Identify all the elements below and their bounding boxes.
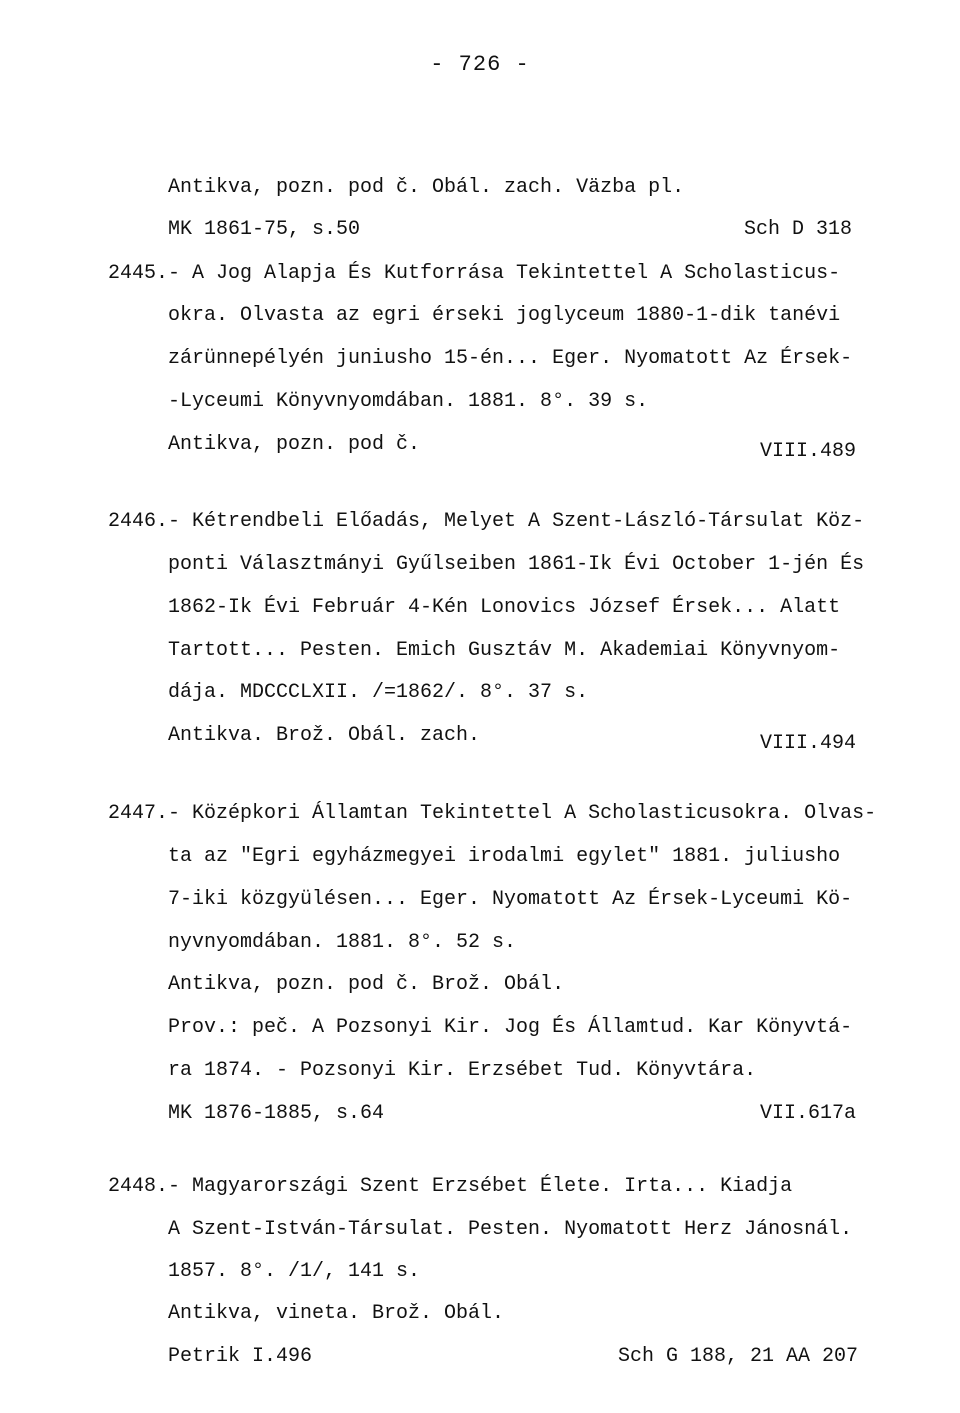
entry-line: ta az "Egri egyházmegyei irodalmi egylet" 1881. juliusho [168, 845, 841, 868]
entry-line: 1862-Ik Évi Február 4-Kén Lonovics József Érsek... Alatt [168, 596, 841, 619]
entry-line: - A Jog Alapja És Kutforrása Tekintettel A Scholasticus- [168, 262, 841, 285]
entry-line: Prov.: peč. A Pozsonyi Kir. Jog És Államtud. Kar Könyvtá- [168, 1016, 853, 1039]
entry-line: - Kétrendbeli Előadás, Melyet A Szent-László-Társulat Köz- [168, 510, 865, 533]
entry-line: Tartott... Pesten. Emich Gusztáv M. Akademiai Könyvnyom- [168, 639, 841, 662]
entry-line: ponti Választmányi Gyűlseiben 1861-Ik Évi October 1-jén És [168, 553, 865, 576]
entry-line: Antikva, pozn. pod č. Brož. Obál. [168, 973, 565, 996]
entry-line: A Szent-István-Társulat. Pesten. Nyomatott Herz Jánosnál. [168, 1218, 853, 1241]
shelf-mark: VIII.494 [760, 732, 857, 755]
entry-line: ra 1874. - Pozsonyi Kir. Erzsébet Tud. Könyvtára. [168, 1059, 757, 1082]
entry-line: dája. MDCCCLXII. /=1862/. 8°. 37 s. [168, 681, 589, 704]
entry-number: 2446. [108, 510, 169, 533]
entry-line: zárünnepélyén juniusho 15-én... Eger. Nyomatott Az Érsek- [168, 347, 853, 370]
entry-line: Antikva, pozn. pod č. [168, 433, 421, 456]
entry-number: 2447. [108, 802, 169, 825]
entry-line: nyvnyomdában. 1881. 8°. 52 s. [168, 931, 517, 954]
shelf-mark: VIII.489 [760, 440, 857, 463]
entry-line: 1857. 8°. /1/, 141 s. [168, 1260, 421, 1283]
entry-line: Antikva, vineta. Brož. Obál. [168, 1302, 505, 1325]
entry-line: okra. Olvasta az egri érseki joglyceum 1880-1-dik tanévi [168, 304, 841, 327]
entry-line: 7-iki közgyülésen... Eger. Nyomatott Az Érsek-Lyceumi Kö- [168, 888, 853, 911]
entry-line: MK 1876-1885, s.64 [168, 1102, 385, 1125]
entry-number: 2448. [108, 1175, 169, 1198]
shelf-mark: VII.617a [760, 1102, 857, 1125]
entry-line: MK 1861-75, s.50 [168, 218, 361, 241]
page-number: - 726 - [430, 52, 530, 77]
entry-line: - Magyarországi Szent Erzsébet Élete. Irta... Kiadja [168, 1175, 793, 1198]
entry-line: - Középkori Államtan Tekintettel A Scholasticusokra. Olvas- [168, 802, 877, 825]
entry-number: 2445. [108, 262, 169, 285]
entry-line: Petrik I.496 [168, 1345, 313, 1368]
entry-line: Antikva. Brož. Obál. zach. [168, 724, 481, 747]
shelf-mark: Sch G 188, 21 AA 207 [618, 1345, 859, 1368]
entry-line: Antikva, pozn. pod č. Obál. zach. Väzba pl. [168, 176, 685, 199]
entry-line: -Lyceumi Könyvnyomdában. 1881. 8°. 39 s. [168, 390, 649, 413]
shelf-mark: Sch D 318 [744, 218, 853, 241]
